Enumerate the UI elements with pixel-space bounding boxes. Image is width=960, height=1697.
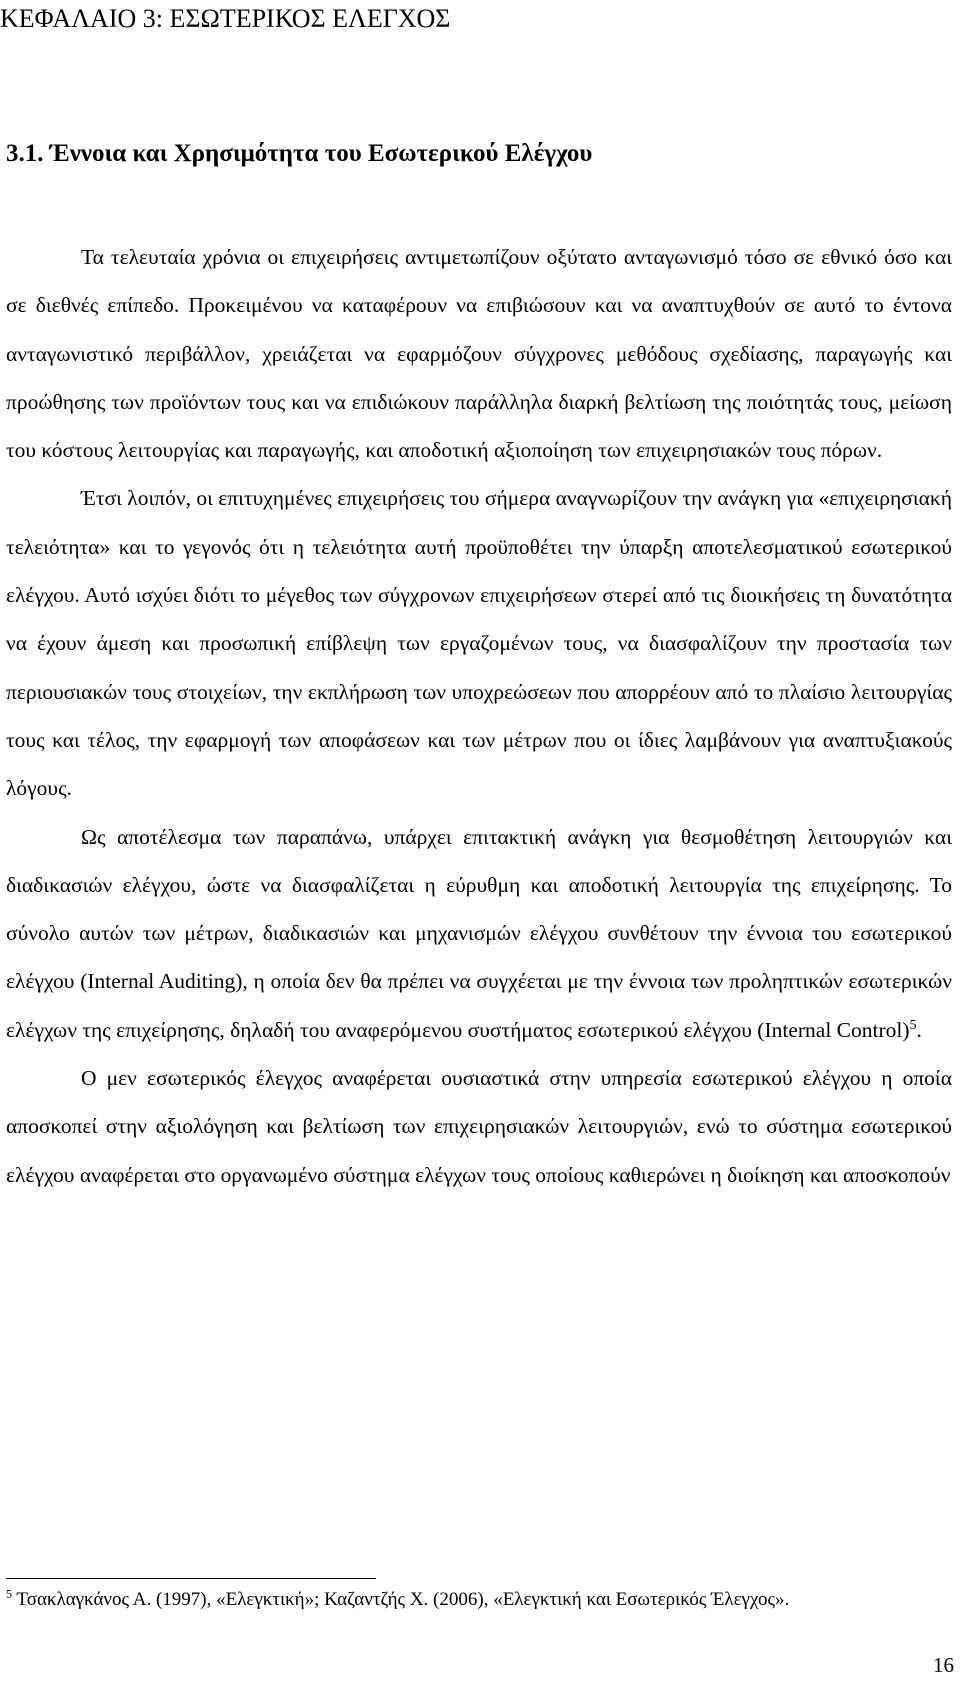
- paragraph-2: Έτσι λοιπόν, οι επιτυχημένες επιχειρήσεις του σήμερα αναγνωρίζουν την ανάγκη για «επιχειρησιακή τελειότητα» και το γεγονός ότι η τελειότητα αυτή προϋποθέτει την ύπαρξη αποτελεσματικού εσωτερικού ελέγχου. Αυτό ισχύει διότι το μέγεθος των σύγχρονων επιχειρήσεων στερεί από τις διοικήσεις τη δυνατότητα να έχουν άμεση και προσωπική επίβλεψη των εργαζομένων τους, να διασφαλίζουν την προστασία των περιουσιακών τους στοιχείων, την εκπλήρωση των υποχρεώσεων που απορρέουν από το πλαίσιο λειτουργίας τους και τέλος, την εφαρμογή των αποφάσεων και των μέτρων που οι ίδιες λαμβάνουν για αναπτυξιακούς λόγους.: [6, 486, 952, 801]
- paragraph-3-text: Ως αποτέλεσμα των παραπάνω, υπάρχει επιτακτική ανάγκη για θεσμοθέτηση λειτουργιών και διαδικασιών ελέγχου, ώστε να διασφαλίζεται η εύρυθμη και αποδοτική λειτουργία της επιχείρησης. Το σύνολο αυτών των μέτρων, διαδικασιών και μηχανισμών ελέγχου συνθέτουν την έννοια του εσωτερικού ελέγχου (Internal Auditing), η οποία δεν θα πρέπει να συγχέεται με την έννοια των προληπτικών εσωτερικών ελέγχων της επιχείρησης, δηλαδή του αναφερόμενου συστήματος εσωτερικού ελέγχου (Internal Control): [6, 824, 952, 1042]
- paragraph-1: Τα τελευταία χρόνια οι επιχειρήσεις αντιμετωπίζουν οξύτατο ανταγωνισμό τόσο σε εθνικό όσο και σε διεθνές επίπεδο. Προκειμένου να καταφέρουν να επιβιώσουν και να αναπτυχθούν σε αυτό το έντονα ανταγωνιστικό περιβάλλον, χρειάζεται να εφαρμόζουν σύγχρονες μεθόδους σχεδίασης, παραγωγής και προώθησης των προϊόντων τους και να επιδιώκουν παράλληλα διαρκή βελτίωση της ποιότητάς τους, μείωση του κόστους λειτουργίας και παραγωγής, και αποδοτική αξιοποίηση των επιχειρησιακών τους πόρων.: [6, 245, 952, 463]
- footnote-number: 5: [6, 1586, 12, 1601]
- paragraph-3-end: .: [916, 1017, 922, 1042]
- footnote-text: Τσακλαγκάνος Α. (1997), «Ελεγκτική»; Καζαντζής Χ. (2006), «Ελεγκτική και Εσωτερικός Έλεγχος».: [12, 1589, 790, 1610]
- footnote-separator: [6, 1578, 376, 1579]
- page-number: 16: [933, 1653, 954, 1677]
- paragraph-4: Ο μεν εσωτερικός έλεγχος αναφέρεται ουσιαστικά στην υπηρεσία εσωτερικού ελέγχου η οποία αποσκοπεί στην αξιολόγηση και βελτίωση των επιχειρησιακών λειτουργιών, ενώ το σύστημα εσωτερικού ελέγχου αναφέρεται στο οργανωμένο σύστημα ελέγχων τους οποίους καθιερώνει η διοίκηση και αποσκοπούν: [6, 1066, 952, 1187]
- footnote: [6, 1588, 906, 1612]
- section-title: 3.1. Έννοια και Χρησιμότητα του Εσωτερικού Ελέγχου: [6, 140, 593, 167]
- footnote-reference: 5: [909, 1017, 917, 1033]
- chapter-title: ΚΕΦΑΛΑΙΟ 3: ΕΣΩΤΕΡΙΚΟΣ ΕΛΕΓΧΟΣ: [0, 4, 451, 33]
- body-text: [6, 233, 952, 1199]
- paragraph-3: [6, 813, 952, 1054]
